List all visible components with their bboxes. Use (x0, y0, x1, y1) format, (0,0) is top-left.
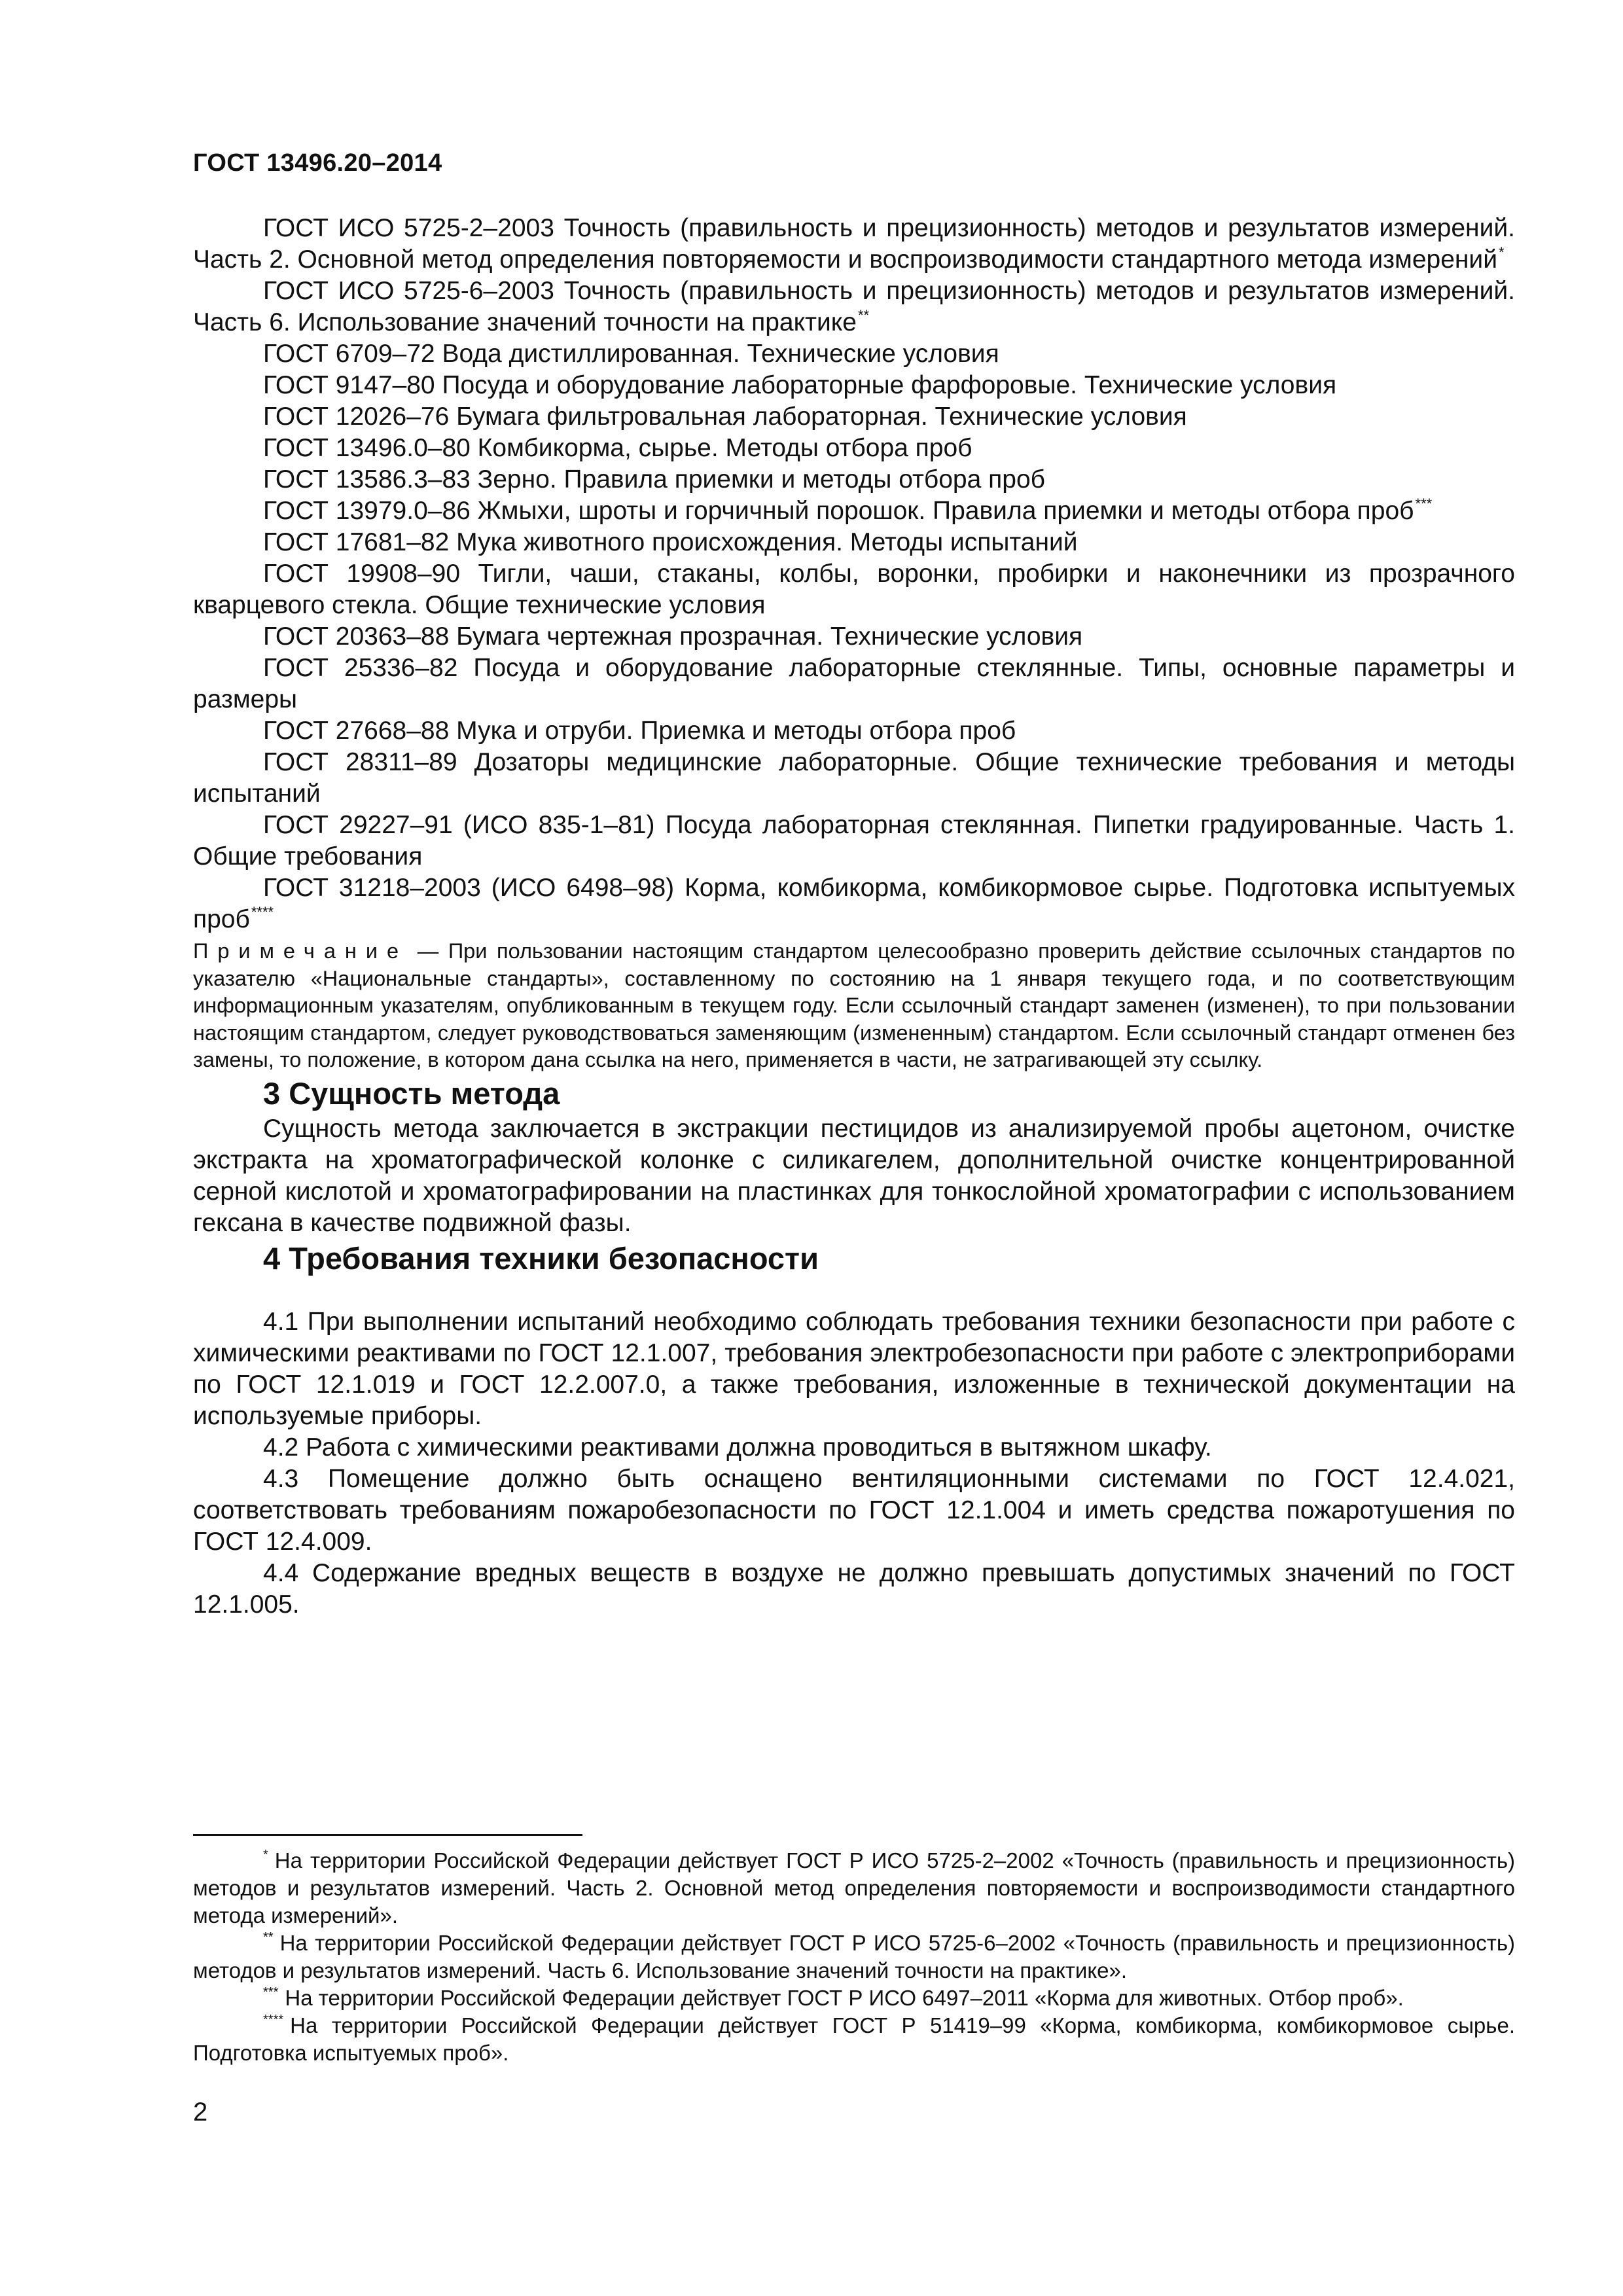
reference-text: ГОСТ 19908–90 Тигли, чаши, стаканы, колбы, воронки, пробирки и наконечники из прозрачного кварцевого стекла. Общие технические условия (193, 560, 1515, 619)
footnotes (193, 1847, 1515, 2067)
reference-text: ГОСТ 13979.0–86 Жмыхи, шроты и горчичный порошок. Правила приемки и методы отбора проб (263, 497, 1414, 525)
reference-text: ГОСТ 13496.0–80 Комбикорма, сырье. Методы отбора проб (263, 434, 972, 462)
reference-text: ГОСТ 29227–91 (ИСО 835-1–81) Посуда лабораторная стеклянная. Пипетки градуированные. Часть 1. Общие требования (193, 811, 1515, 870)
reference-item (193, 621, 1515, 653)
reference-item (193, 558, 1515, 621)
reference-text: ГОСТ 6709–72 Вода дистиллированная. Технические условия (263, 340, 999, 368)
footnote-item (193, 1929, 1515, 1984)
note-text: При пользовании настоящим стандартом целесообразно проверить действие ссылочных стандартов по указателю «Национальные стандарты», составленному по состоянию на 1 января текущего года, и по соответствующим информационным указателям, опубликованным в текущем году. Если ссылочный стандарт заменен (изменен), то при пользовании настоящим стандартом, следует руководствоваться заменяющим (измененным) стандартом. Если ссылочный стандарт отменен без замены, то положение, в котором дана ссылка на него, применяется в части, не затрагивающей эту ссылку. (193, 939, 1515, 1071)
footnote-item (193, 1984, 1515, 2012)
footnote-separator (193, 1834, 582, 1836)
reference-item (193, 495, 1515, 527)
footnote-mark: ** (857, 307, 870, 323)
reference-item (193, 747, 1515, 810)
reference-item (193, 338, 1515, 370)
footnote-mark: * (1499, 244, 1505, 260)
section-4-paragraph: 4.2 Работа с химическими реактивами должна проводиться в вытяжном шкафу. (263, 1433, 1212, 1462)
footnote-text: На территории Российской Федерации действует ГОСТ Р ИСО 6497–2011 «Корма для животных. Отбор проб». (285, 1986, 1404, 2010)
section-4-body (193, 1306, 1515, 1621)
page-number: 2 (193, 2098, 208, 2126)
footnote-marker: **** (263, 2013, 284, 2027)
reference-text: ГОСТ ИСО 5725-6–2003 Точность (правильность и прецизионность) методов и результатов измерений. Часть 6. Использование значений точности на практике (193, 277, 1515, 336)
document-header: ГОСТ 13496.20–2014 (193, 149, 442, 177)
footnote-text: На территории Российской Федерации действует ГОСТ Р ИСО 5725-6–2002 «Точность (правильность и прецизионность) методов и результатов измерений. Часть 6. Использование значений точности на практике». (193, 1931, 1515, 1982)
note-block (193, 938, 1515, 1074)
note-label: Примечание (193, 939, 408, 963)
reference-text: ГОСТ 13586.3–83 Зерно. Правила приемки и методы отбора проб (263, 465, 1045, 493)
section-3-text: Сущность метода заключается в экстракции пестицидов из анализируемой пробы ацетоном, очистке экстракта на хроматографической колонке с силикагелем, дополнительной очистке концентрированной серной кислотой и хроматографировании на пластинках для тонкослойной хроматографии с использованием гексана в качестве подвижной фазы. (193, 1114, 1515, 1237)
reference-text: ГОСТ 9147–80 Посуда и оборудование лабораторные фарфоровые. Технические условия (263, 371, 1337, 399)
reference-text: ГОСТ 27668–88 Мука и отруби. Приемка и методы отбора проб (263, 717, 1016, 745)
reference-text: ГОСТ 12026–76 Бумага фильтровальная лабораторная. Технические условия (263, 403, 1187, 431)
section-4-paragraph: 4.4 Содержание вредных веществ в воздухе не должно превышать допустимых значений по ГОСТ 12.1.005. (193, 1558, 1515, 1619)
reference-item (193, 213, 1515, 276)
reference-text: ГОСТ 28311–89 Дозаторы медицинские лабораторные. Общие технические требования и методы испытаний (193, 748, 1515, 808)
reference-text: ГОСТ 20363–88 Бумага чертежная прозрачная. Технические условия (263, 622, 1083, 651)
reference-item (193, 276, 1515, 338)
footnote-item (193, 1847, 1515, 1929)
reference-item (193, 810, 1515, 872)
reference-item (193, 370, 1515, 401)
footnote-text: На территории Российской Федерации действует ГОСТ Р 51419–99 «Корма, комбикорма, комбикормовое сырье. Подготовка испытуемых проб». (193, 2013, 1515, 2065)
reference-item (193, 527, 1515, 558)
reference-item (193, 715, 1515, 747)
reference-item (193, 653, 1515, 715)
reference-text: ГОСТ 17681–82 Мука животного происхождения. Методы испытаний (263, 528, 1078, 556)
reference-item (193, 872, 1515, 935)
footnote-marker: * (263, 1848, 268, 1862)
references-list (193, 213, 1515, 935)
footnote-mark: **** (251, 904, 274, 920)
footnote-text: На территории Российской Федерации действует ГОСТ Р ИСО 5725-2–2002 «Точность (правильность и прецизионность) методов и результатов измерений. Часть 2. Основной метод определения повторяемости и воспроизводимости стандартного метода измерений». (193, 1848, 1515, 1928)
reference-text: ГОСТ 25336–82 Посуда и оборудование лабораторные стеклянные. Типы, основные параметры и размеры (193, 654, 1515, 713)
document-body (193, 213, 1515, 1621)
section-4-heading: 4 Требования техники безопасности (263, 1240, 819, 1276)
reference-item (193, 433, 1515, 464)
section-3-heading: 3 Сущность метода (263, 1075, 560, 1111)
reference-text: ГОСТ ИСО 5725-2–2003 Точность (правильность и прецизионность) методов и результатов измерений. Часть 2. Основной метод определения повторяемости и воспроизводимости стандартного метода измерений (193, 214, 1515, 274)
footnote-marker: *** (263, 1985, 279, 2000)
reference-text: ГОСТ 31218–2003 (ИСО 6498–98) Корма, комбикорма, комбикормовое сырье. Подготовка испытуемых проб (193, 874, 1515, 933)
footnote-marker: ** (263, 1930, 274, 1945)
reference-item (193, 401, 1515, 433)
footnote-item (193, 2012, 1515, 2067)
section-4-paragraph: 4.1 При выполнении испытаний необходимо соблюдать требования техники безопасности при работе с химическими реактивами по ГОСТ 12.1.007, требования электробезопасности при работе с электроприборами по ГОСТ 12.1.019 и ГОСТ 12.2.007.0, а также требования, изложенные в технической документации на используемые приборы. (193, 1307, 1515, 1430)
note-dash: — (408, 939, 448, 963)
reference-item (193, 464, 1515, 495)
section-4-paragraph: 4.3 Помещение должно быть оснащено вентиляционными системами по ГОСТ 12.4.021, соответствовать требованиям пожаробезопасности по ГОСТ 12.1.004 и иметь средства пожаротушения по ГОСТ 12.4.009. (193, 1464, 1515, 1556)
footnote-mark: *** (1415, 495, 1433, 512)
